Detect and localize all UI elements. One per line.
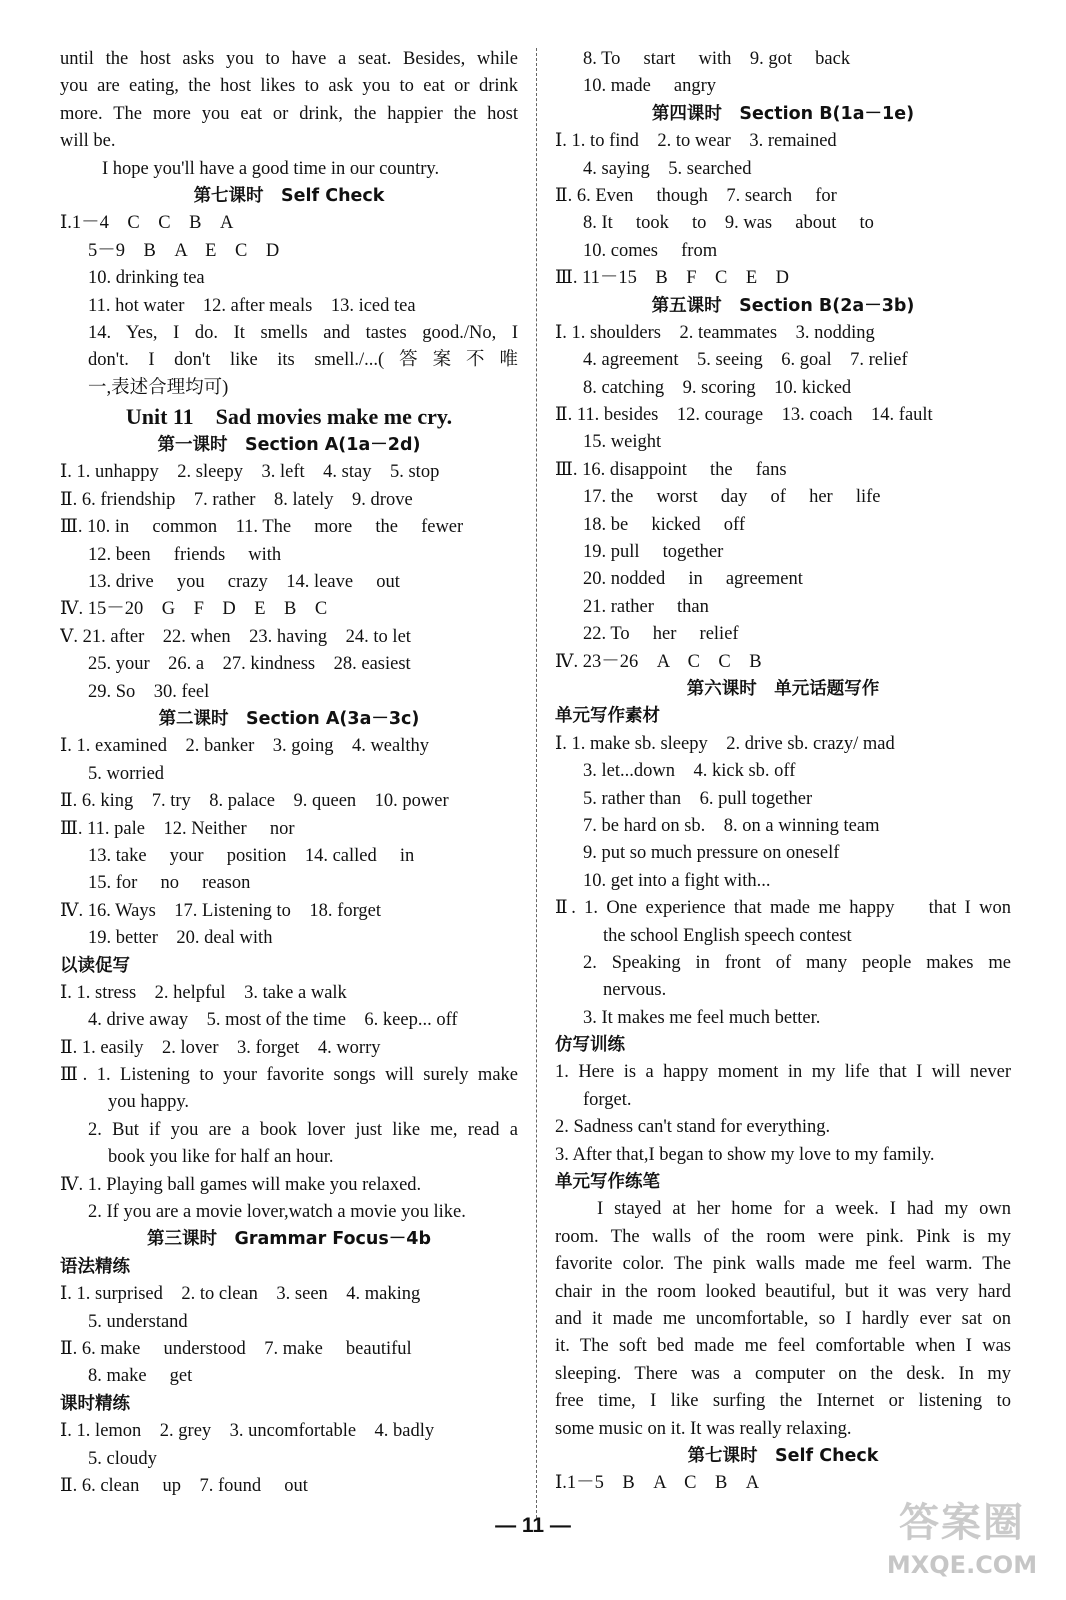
- section-heading: 第三课时 Grammar Focus－4b: [146, 1229, 432, 1250]
- answer-line: more. The more you eat or drink, the happier the host: [60, 103, 518, 124]
- answer-line: until the host asks you to have a seat. Besides, while: [60, 49, 518, 69]
- answer-line: 1. Here is a happy moment in my life that I will never: [555, 1062, 1011, 1083]
- answer-line: 8. To start with 9. got back: [583, 49, 851, 69]
- answer-line: Ⅰ. 1. examined 2. banker 3. going 4. wealthy: [60, 736, 430, 757]
- answer-line: 19. pull together: [583, 542, 724, 563]
- answer-line: Ⅰ. 1. to find 2. to wear 3. remained: [555, 131, 837, 152]
- answer-line: Ⅱ. 6. Even though 7. search for: [555, 185, 837, 206]
- answer-line: 29. So 30. feel: [88, 681, 210, 702]
- answer-line: will be.: [60, 131, 116, 152]
- answer-line: 5. cloudy: [88, 1448, 157, 1469]
- answer-line: 13. take your position 14. called in: [88, 845, 415, 866]
- answer-line: Ⅱ. 11. besides 12. courage 13. coach 14. fault: [555, 405, 933, 426]
- answer-line: free time, I like surfing the Internet or listening to: [555, 1391, 1011, 1412]
- answer-line: don't. I don't like its smell./...(答案不唯: [88, 350, 518, 371]
- answer-line: Ⅱ. 6. make understood 7. make beautiful: [60, 1338, 412, 1359]
- section-heading: 第六课时 单元话题写作: [686, 678, 880, 699]
- answer-line: Ⅰ. 1. lemon 2. grey 3. uncomfortable 4. badly: [60, 1421, 435, 1442]
- answer-line: Ⅲ. 10. in common 11. The more the fewer: [60, 517, 464, 538]
- answer-line: 18. be kicked off: [583, 514, 746, 535]
- left-column: [60, 46, 518, 1500]
- answer-line: 12. been friends with: [88, 544, 282, 565]
- answer-line: Ⅲ. 11. pale 12. Neither nor: [60, 818, 295, 839]
- answer-line: 13. drive you crazy 14. leave out: [88, 572, 400, 593]
- section-heading: 第四课时 Section B(1a－1e): [651, 103, 915, 124]
- answer-line: Ⅲ. 16. disappoint the fans: [555, 459, 787, 480]
- answer-line: 17. the worst day of her life: [583, 487, 881, 508]
- section-heading: 第二课时 Section A(3a－3c): [158, 708, 420, 729]
- unit-title: Unit 11 Sad movies make me cry.: [125, 404, 453, 430]
- answer-line: 2. But if you are a book lover just like me, read a: [88, 1119, 518, 1140]
- answer-line: 22. To her relief: [583, 624, 739, 645]
- answer-line: 4. saying 5. searched: [583, 158, 752, 179]
- answer-line: 7. be hard on sb. 8. on a winning team: [583, 815, 880, 836]
- answer-line: and it made me uncomfortable, so I hardly ever sat on: [555, 1308, 1011, 1329]
- answer-line: you happy.: [108, 1092, 190, 1113]
- answer-line: Ⅰ. 1. surprised 2. to clean 3. seen 4. making: [60, 1284, 421, 1305]
- answer-line: Ⅴ. 21. after 22. when 23. having 24. to let: [60, 626, 411, 647]
- answer-line: 3. let...down 4. kick sb. off: [583, 761, 796, 782]
- answer-line: Ⅰ. 1. stress 2. helpful 3. take a walk: [60, 982, 347, 1003]
- answer-line: Ⅳ. 23－26 A C C B: [555, 651, 762, 672]
- answer-line: 5. worried: [88, 763, 165, 784]
- answer-line: Ⅲ. 1. Listening to your favorite songs will surely make: [60, 1065, 518, 1086]
- section-heading: 第七课时 Self Check: [193, 185, 385, 206]
- answer-line: room. The walls of the room were pink. Pink is my: [555, 1226, 1011, 1247]
- answer-line: 2. Speaking in front of many people makes me: [583, 952, 1011, 973]
- answer-line: you are eating, the host likes to ask you to eat or drink: [60, 76, 518, 97]
- subsection-heading: 语法精练: [60, 1256, 130, 1277]
- answer-line: Ⅰ. 1. make sb. sleepy 2. drive sb. crazy/ mad: [555, 733, 895, 754]
- section-heading: 第七课时 Self Check: [687, 1445, 879, 1466]
- answer-line: 9. put so much pressure on oneself: [583, 843, 840, 864]
- section-heading: 第五课时 Section B(2a－3b): [651, 295, 915, 316]
- answer-line: some music on it. It was really relaxing.: [555, 1418, 852, 1439]
- answer-line: chair in the room looked beautiful, but it was very hard: [555, 1281, 1011, 1302]
- answer-line: 一,表述合理均可): [88, 377, 229, 398]
- subsection-heading: 单元写作练笔: [555, 1172, 660, 1193]
- answer-line: Ⅳ. 1. Playing ball games will make you relaxed.: [60, 1174, 422, 1195]
- answer-line: 10. get into a fight with...: [583, 870, 771, 891]
- answer-line: 10. drinking tea: [88, 268, 205, 289]
- subsection-heading: 以读促写: [60, 955, 130, 976]
- answer-line: favorite color. The pink walls made me feel warm. The: [555, 1254, 1011, 1275]
- answer-line: 5－9 B A E C D: [88, 240, 280, 261]
- answer-line: Ⅳ. 15－20 G F D E B C: [60, 599, 328, 620]
- answer-line: 8. make get: [88, 1366, 193, 1387]
- answer-line: Ⅲ. 11－15 B F C E D: [555, 268, 790, 289]
- answer-line: it. The soft bed made me feel comfortable when I was: [555, 1336, 1011, 1357]
- answer-line: nervous.: [603, 980, 667, 1001]
- subsection-heading: 仿写训练: [555, 1035, 625, 1056]
- answer-line: Ⅰ.1－4 C C B A: [60, 213, 234, 234]
- answer-line: 2. Sadness can't stand for everything.: [555, 1117, 831, 1138]
- answer-line: 10. comes from: [583, 240, 718, 261]
- answer-line: 15. weight: [583, 432, 662, 453]
- page-number: — 11 —: [495, 1514, 571, 1537]
- answer-line: 4. agreement 5. seeing 6. goal 7. relief: [583, 350, 908, 371]
- right-column: [555, 46, 1011, 1498]
- answer-line: sleeping. There was a computer on the desk. In my: [555, 1363, 1011, 1384]
- answer-line: 8. It took to 9. was about to: [583, 213, 874, 234]
- answer-line: I stayed at her home for a week. I had my own: [597, 1199, 1011, 1220]
- answer-line: Ⅱ. 6. friendship 7. rather 8. lately 9. drove: [60, 489, 413, 510]
- answer-line: Ⅱ. 1. One experience that made me happy that I won: [555, 898, 1011, 919]
- answer-line: 4. drive away 5. most of the time 6. keep... off: [88, 1010, 458, 1031]
- subsection-heading: 单元写作素材: [555, 706, 660, 727]
- answer-line: 3. It makes me feel much better.: [583, 1007, 821, 1028]
- answer-line: Ⅱ. 6. king 7. try 8. palace 9. queen 10. power: [60, 791, 449, 812]
- answer-line: book you like for half an hour.: [108, 1147, 334, 1168]
- answer-line: Ⅰ. 1. unhappy 2. sleepy 3. left 4. stay 5. stop: [60, 462, 440, 483]
- section-heading: 第一课时 Section A(1a－2d): [157, 435, 421, 456]
- answer-line: Ⅳ. 16. Ways 17. Listening to 18. forget: [60, 900, 382, 921]
- answer-line: 5. understand: [88, 1311, 188, 1332]
- answer-line: 8. catching 9. scoring 10. kicked: [583, 377, 852, 398]
- answer-line: Ⅰ. 1. shoulders 2. teammates 3. nodding: [555, 322, 875, 343]
- watermark-logo: 答案圈 MXQE.COM: [886, 1500, 1038, 1579]
- answer-line: 10. made angry: [583, 76, 717, 97]
- answer-line: Ⅱ. 1. easily 2. lover 3. forget 4. worry: [60, 1037, 381, 1058]
- answer-line: 14. Yes, I do. It smells and tastes good./No, I: [88, 322, 518, 343]
- answer-line: 11. hot water 12. after meals 13. iced tea: [88, 295, 416, 316]
- answer-line: 3. After that,I began to show my love to my family.: [555, 1144, 935, 1165]
- answer-line: 21. rather than: [583, 596, 709, 617]
- answer-line: 2. If you are a movie lover,watch a movie you like.: [88, 1202, 466, 1223]
- answer-line: 20. nodded in agreement: [583, 569, 803, 590]
- answer-line: forget.: [583, 1089, 632, 1110]
- answer-line: 5. rather than 6. pull together: [583, 788, 813, 809]
- column-divider: [536, 48, 537, 1518]
- answer-line: 15. for no reason: [88, 873, 251, 894]
- answer-line: 19. better 20. deal with: [88, 928, 273, 949]
- answer-line: Ⅱ. 6. clean up 7. found out: [60, 1475, 308, 1496]
- answer-line: Ⅰ.1－5 B A C B A: [555, 1473, 760, 1494]
- subsection-heading: 课时精练: [60, 1393, 130, 1414]
- answer-line: the school English speech contest: [603, 925, 852, 946]
- answer-line: 25. your 26. a 27. kindness 28. easiest: [88, 654, 411, 675]
- answer-line: I hope you'll have a good time in our country.: [102, 158, 440, 179]
